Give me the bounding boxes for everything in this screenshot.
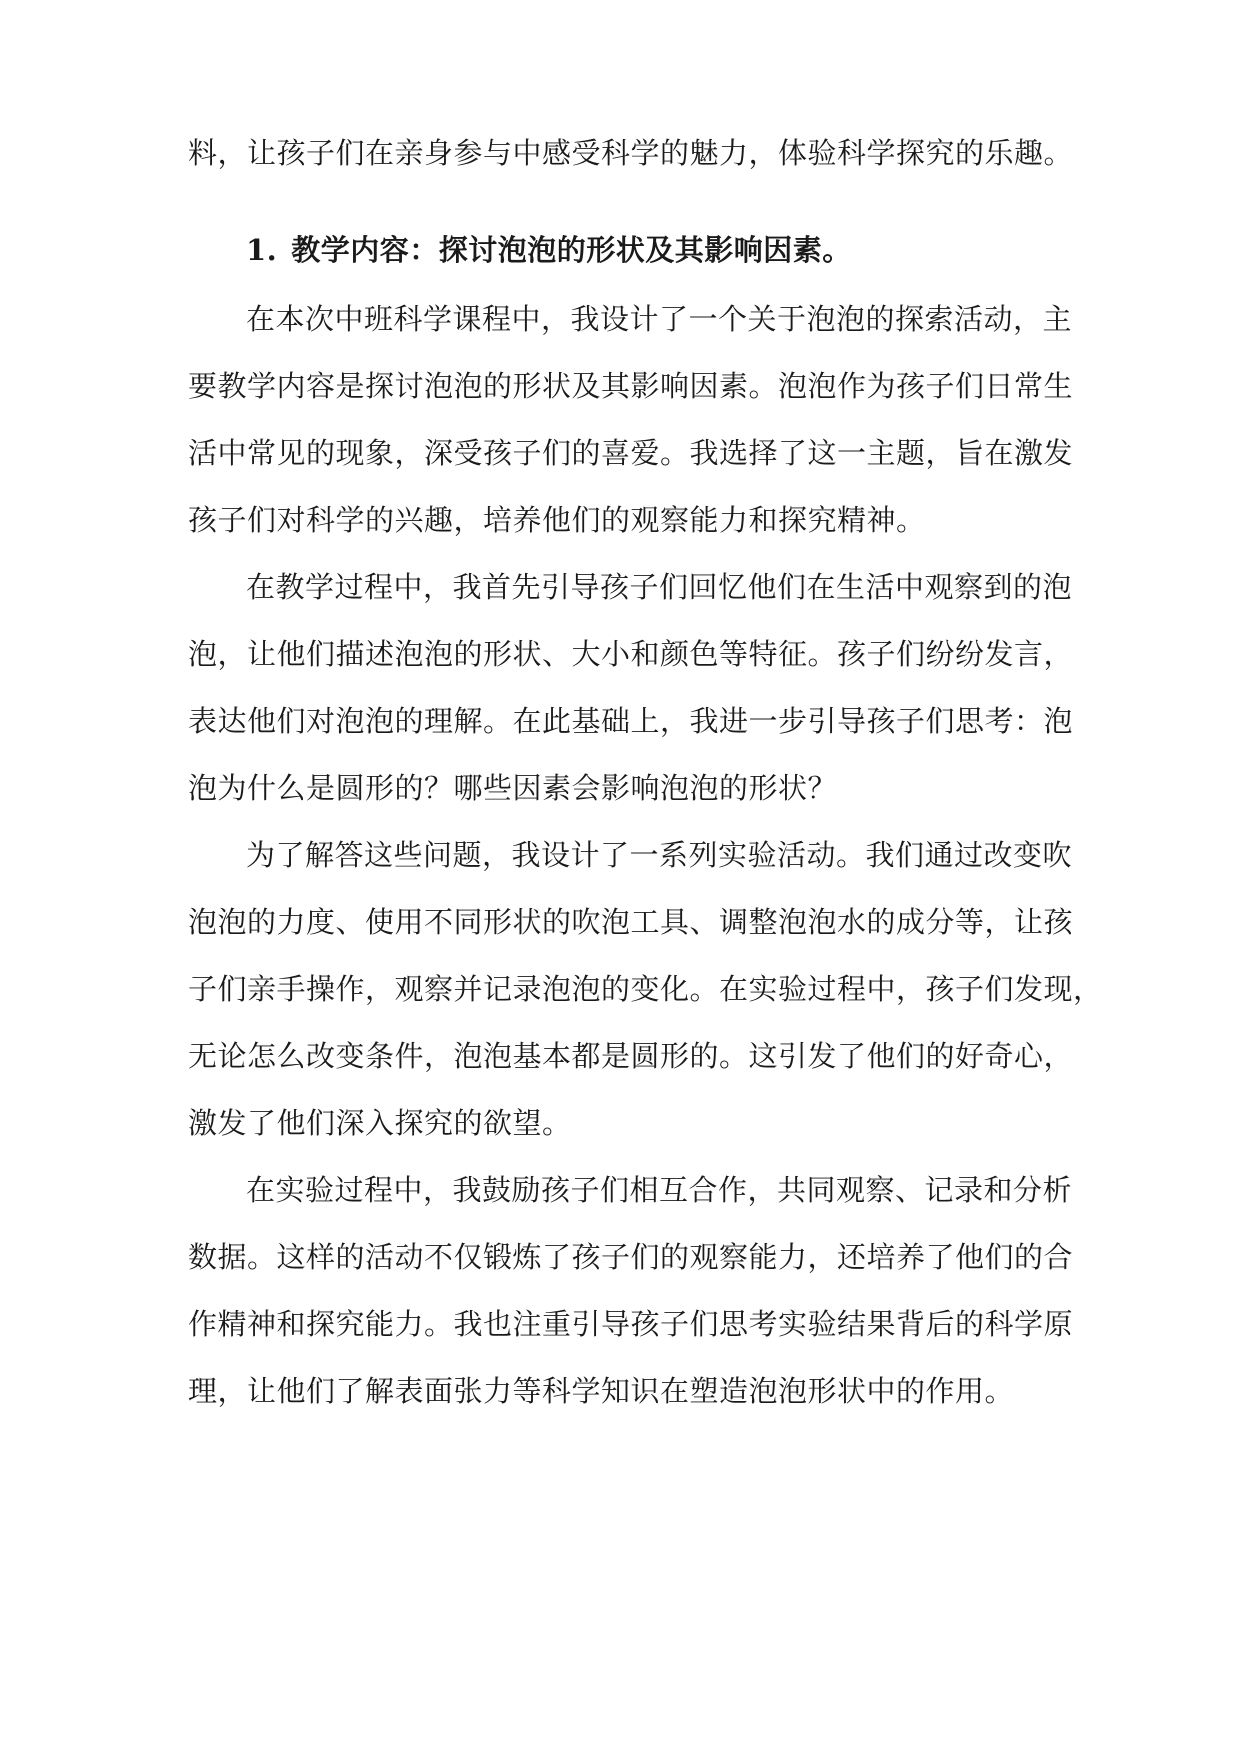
text-line: 为了解答这些问题，我设计了一系列实验活动。我们通过改变吹 bbox=[246, 838, 1073, 872]
text-line: 子们亲手操作，观察并记录泡泡的变化。在实验过程中，孩子们发现， bbox=[188, 972, 1103, 1006]
text-line: 泡，让他们描述泡泡的形状、大小和颜色等特征。孩子们纷纷发言， bbox=[188, 637, 1074, 671]
section-heading bbox=[246, 230, 852, 270]
text-line: 无论怎么改变条件，泡泡基本都是圆形的。这引发了他们的好奇心， bbox=[188, 1039, 1074, 1073]
text-line: 在本次中班科学课程中，我设计了一个关于泡泡的探索活动，主 bbox=[246, 302, 1073, 336]
section-number: 1. bbox=[246, 233, 278, 267]
text-line: 在教学过程中，我首先引导孩子们回忆他们在生活中观察到的泡 bbox=[246, 570, 1073, 604]
text-line: 料，让孩子们在亲身参与中感受科学的魅力，体验科学探究的乐趣。 bbox=[188, 136, 1074, 170]
text-line: 泡泡的力度、使用不同形状的吹泡工具、调整泡泡水的成分等，让孩 bbox=[188, 905, 1074, 939]
text-line: 作精神和探究能力。我也注重引导孩子们思考实验结果背后的科学原 bbox=[188, 1307, 1074, 1341]
text-line: 数据。这样的活动不仅锻炼了孩子们的观察能力，还培养了他们的合 bbox=[188, 1240, 1074, 1274]
text-line: 活中常见的现象，深受孩子们的喜爱。我选择了这一主题，旨在激发 bbox=[188, 436, 1074, 470]
text-line: 表达他们对泡泡的理解。在此基础上，我进一步引导孩子们思考：泡 bbox=[188, 704, 1074, 738]
text-line: 在实验过程中，我鼓励孩子们相互合作，共同观察、记录和分析 bbox=[246, 1173, 1073, 1207]
text-line: 要教学内容是探讨泡泡的形状及其影响因素。泡泡作为孩子们日常生 bbox=[188, 369, 1074, 403]
text-line: 理，让他们了解表面张力等科学知识在塑造泡泡形状中的作用。 bbox=[188, 1374, 1015, 1408]
section-title: 教学内容：探讨泡泡的形状及其影响因素。 bbox=[291, 233, 852, 267]
text-line: 孩子们对科学的兴趣，培养他们的观察能力和探究精神。 bbox=[188, 503, 926, 537]
text-line: 激发了他们深入探究的欲望。 bbox=[188, 1106, 572, 1140]
text-line: 泡为什么是圆形的？哪些因素会影响泡泡的形状？ bbox=[188, 771, 838, 805]
